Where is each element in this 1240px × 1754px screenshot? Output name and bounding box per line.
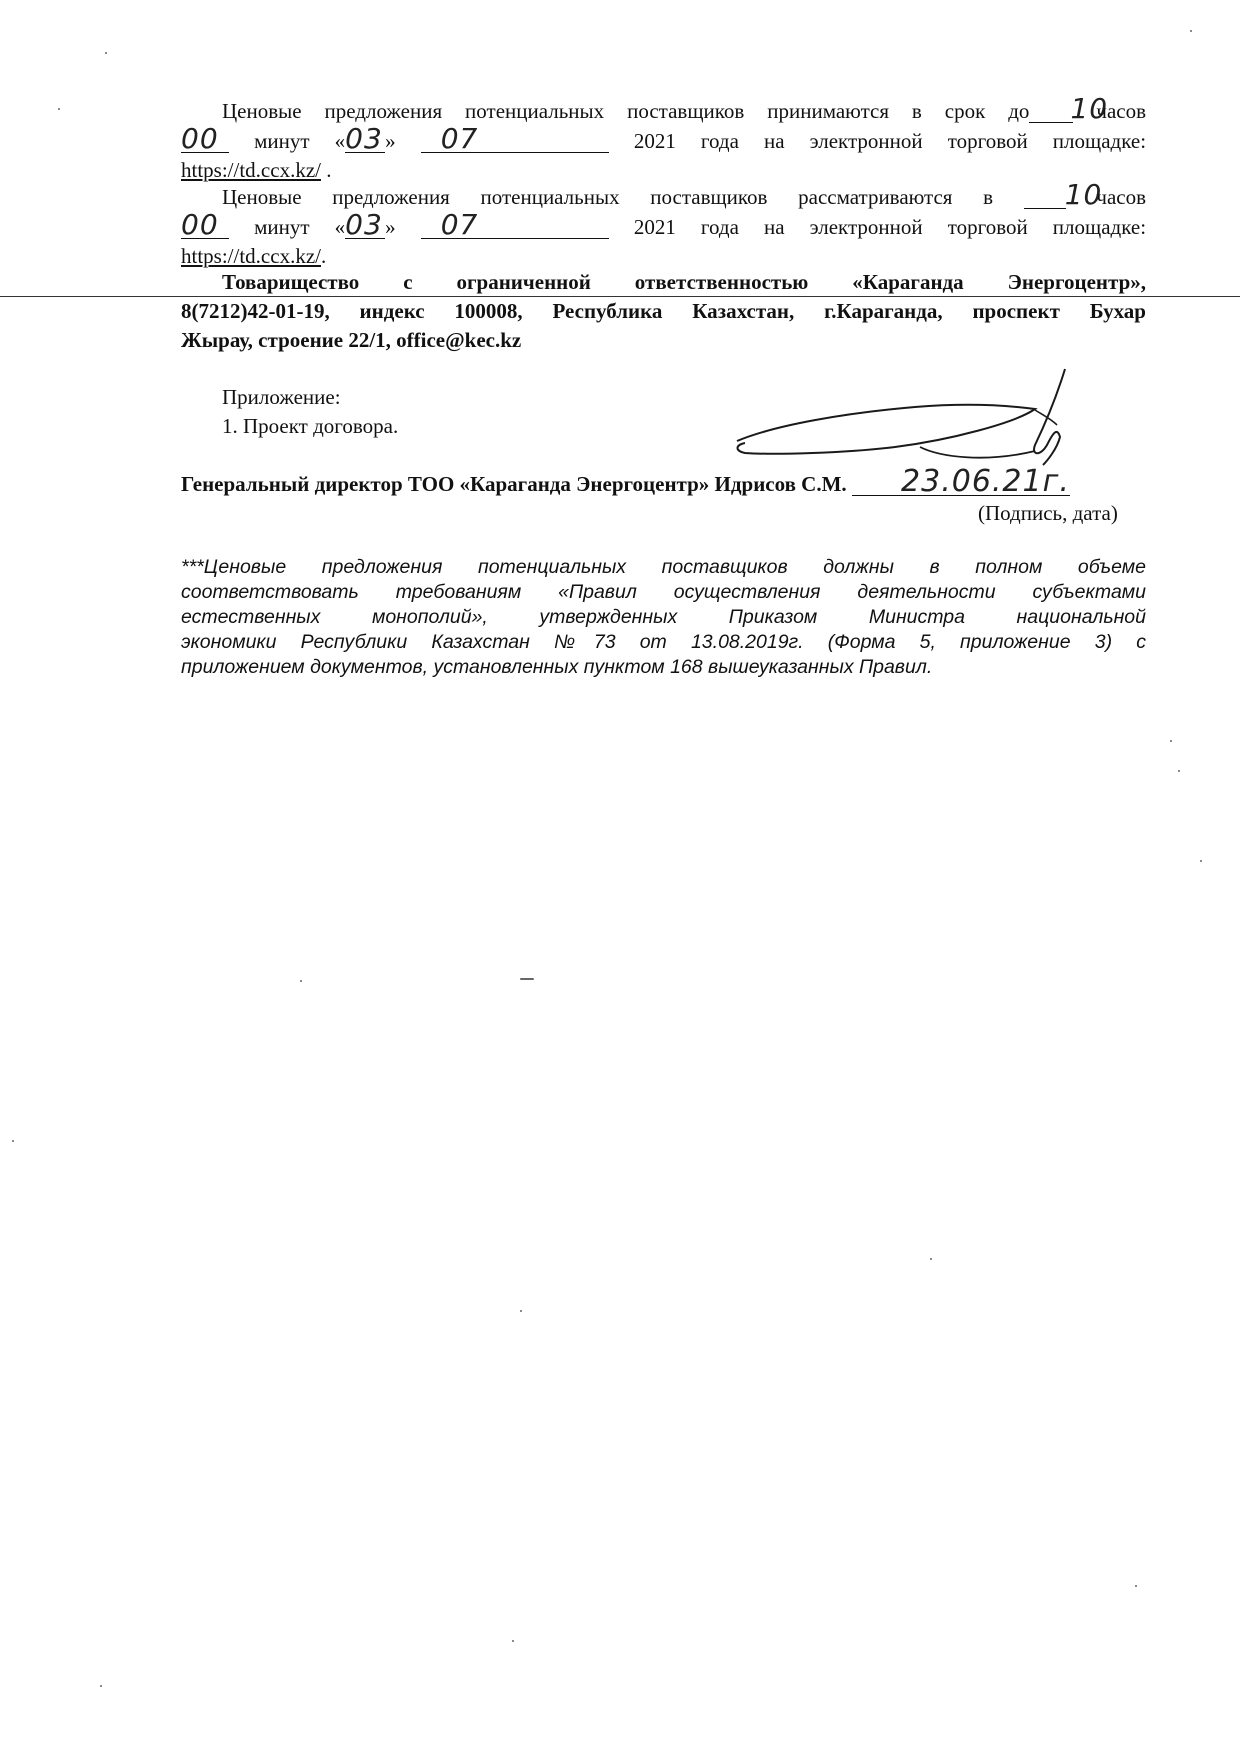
appendix-item: 1. Проект договора. xyxy=(222,414,399,438)
acceptance-line-2: 00 минут «03 » 07 2021 года на электронной торговой площадке: xyxy=(181,122,1147,155)
acceptance-line-3: https://td.ccx.kz/ . xyxy=(181,158,332,182)
offer-acceptance-paragraph xyxy=(181,92,1147,185)
scan-speck xyxy=(520,978,534,980)
minutes-label: минут xyxy=(254,215,310,239)
acceptance-line-1 xyxy=(181,92,1147,126)
acceptance-minutes-field[interactable]: 00 xyxy=(181,126,229,153)
footnote-line-5: приложением документов, установленных пунктом 168 вышеуказанных Правил. xyxy=(181,656,933,678)
acceptance-hours-field[interactable]: 10 xyxy=(1029,96,1073,123)
hours-label: часов xyxy=(1096,99,1147,123)
scan-speck xyxy=(520,1310,522,1312)
platform-link[interactable]: https://td.ccx.kz/ xyxy=(181,158,321,182)
review-line-2: 00 минут «03 » 07 2021 года на электронной торговой площадке: xyxy=(181,208,1147,241)
scan-speck xyxy=(105,52,107,54)
footnote-line-4: экономики Республики Казахстан №73 от 13.08.2019г. (Форма 5, приложение 3) с xyxy=(181,631,1146,653)
signature-line xyxy=(181,464,1181,499)
review-month-field[interactable]: 07 xyxy=(421,212,609,239)
minutes-label: минут xyxy=(254,129,310,153)
acceptance-month-field[interactable]: 07 xyxy=(421,126,609,153)
scan-speck xyxy=(1200,860,1202,862)
platform-text: 2021 года на электронной торговой площадке: xyxy=(633,215,1147,239)
review-line-1 xyxy=(181,178,1147,212)
company-details xyxy=(181,268,1146,355)
footnote-line-3: естественных монополий», утвержденных Приказом Министра национальной xyxy=(181,606,1146,628)
review-hours-field[interactable]: 10 xyxy=(1024,182,1066,209)
scan-speck xyxy=(1190,30,1192,32)
signature-caption: (Подпись, дата) xyxy=(978,501,1118,525)
scan-speck xyxy=(58,108,60,110)
scan-speck xyxy=(1170,740,1172,742)
footnote-marker: *** xyxy=(181,556,204,578)
footnote-block xyxy=(181,555,1146,680)
appendix-title: Приложение: xyxy=(222,385,341,409)
review-day-field[interactable]: 03 xyxy=(345,212,385,239)
acceptance-day-field[interactable]: 03 xyxy=(345,126,385,153)
signature-date-field[interactable]: 23.06.21г. xyxy=(852,469,1070,496)
scan-speck xyxy=(930,1258,932,1260)
scan-speck xyxy=(1135,1585,1137,1587)
review-minutes-field[interactable]: 00 xyxy=(181,212,229,239)
review-line-3: https://td.ccx.kz/. xyxy=(181,244,327,268)
review-text: Ценовые предложения потенциальных поставщиков рассматриваются в xyxy=(222,185,994,209)
footnote-line-2: соответствовать требованиям «Правил осуществления деятельности субъектами xyxy=(181,581,1146,603)
footnote-line-1: ***Ценовые предложения потенциальных поставщиков должны в полном объеме xyxy=(181,556,1146,578)
offer-review-paragraph xyxy=(181,178,1147,271)
scan-speck xyxy=(100,1685,102,1687)
company-line-2: 8(7212)42-01-19, индекс 100008, Республика Казахстан, г.Караганда, проспект Бухар xyxy=(181,299,1146,323)
scan-speck xyxy=(1178,770,1180,772)
scan-speck xyxy=(12,1140,14,1142)
acceptance-text: Ценовые предложения потенциальных поставщиков принимаются в срок до xyxy=(222,99,1030,123)
director-title: Генеральный директор ТОО «Караганда Энергоцентр» Идрисов С.М. xyxy=(181,472,847,496)
company-line-1: Товарищество с ограниченной ответственностью «Караганда Энергоцентр», xyxy=(222,270,1146,294)
scan-speck xyxy=(512,1640,514,1642)
platform-link[interactable]: https://td.ccx.kz/ xyxy=(181,244,321,268)
scan-speck xyxy=(300,980,302,982)
hours-label: часов xyxy=(1096,185,1147,209)
appendix-block xyxy=(222,383,822,441)
signature-scribble xyxy=(735,365,1095,475)
platform-text: 2021 года на электронной торговой площадке: xyxy=(633,129,1147,153)
company-line-3: Жырау, строение 22/1, office@kec.kz xyxy=(181,328,522,352)
